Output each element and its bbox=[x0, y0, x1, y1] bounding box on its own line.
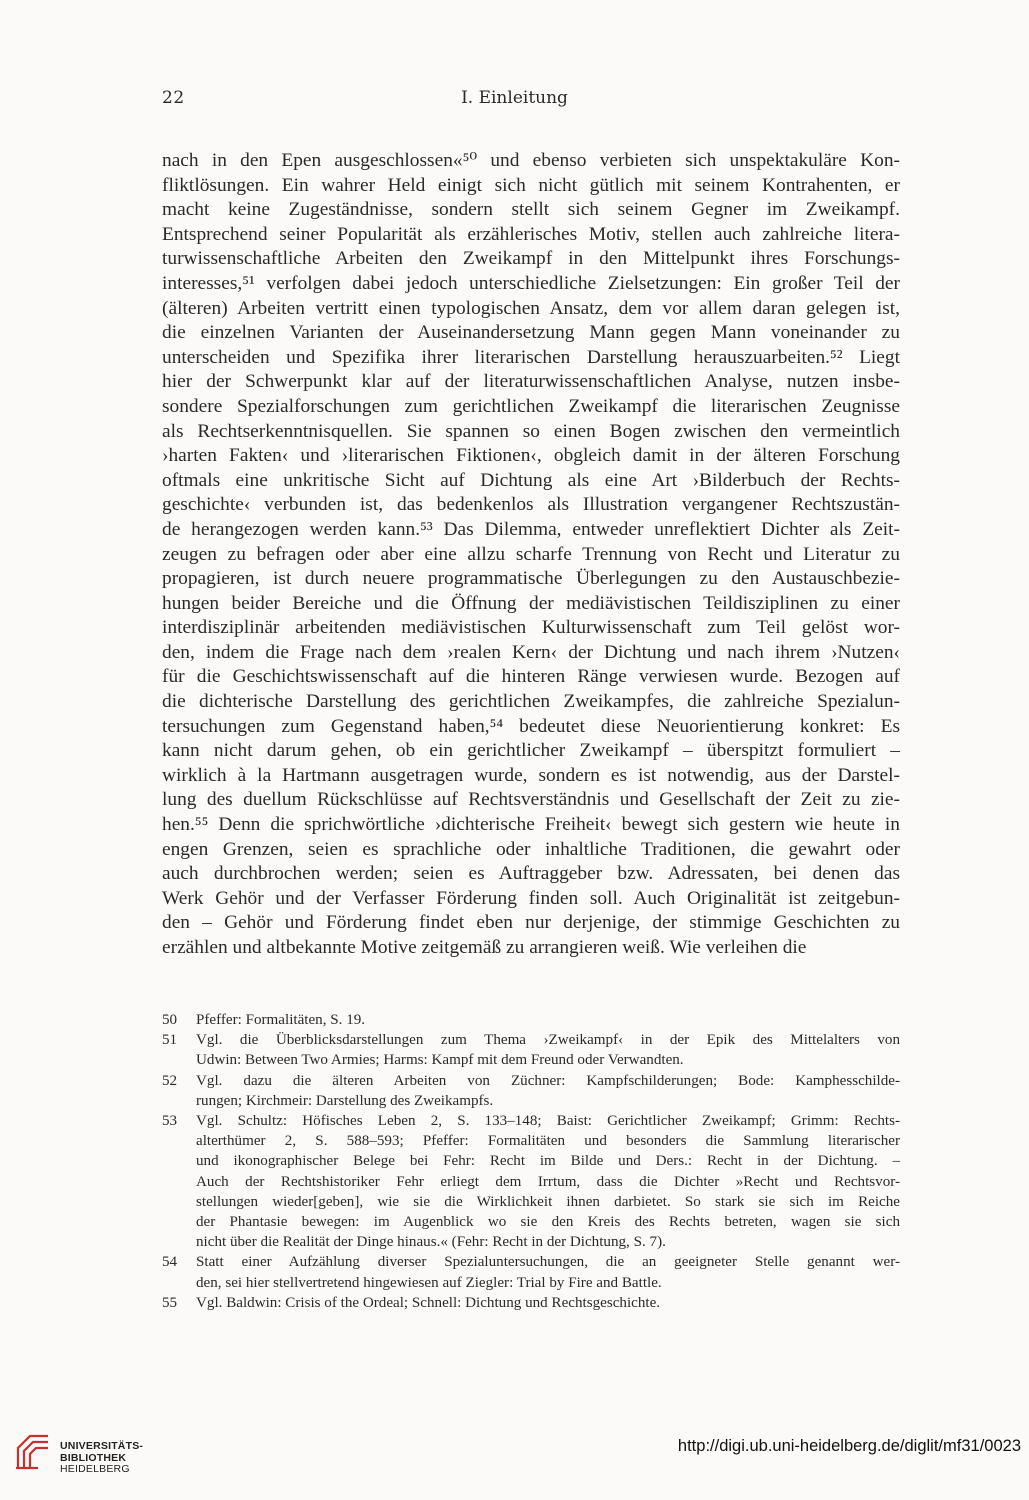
page-number: 22 bbox=[162, 88, 185, 108]
body-line: unterscheiden und Spezifika ihrer literarischen Darstellung herauszuarbeiten.⁵² Liegt bbox=[162, 346, 900, 368]
body-line: fliktlösungen. Ein wahrer Held einigt sich nicht gütlich mit seinem Kontrahenten, er bbox=[162, 174, 900, 196]
footnote bbox=[162, 1010, 900, 1030]
running-title: I. Einleitung bbox=[461, 88, 568, 108]
footnote-number: 51 bbox=[162, 1032, 178, 1049]
body-line: nach in den Epen ausgeschlossen«⁵⁰ und ebenso verbieten sich unspektakuläre Kon- bbox=[162, 150, 900, 171]
body-line: hier der Schwerpunkt klar auf der literaturwissenschaftlichen Analyse, nutzen insbe- bbox=[162, 371, 900, 393]
library-name-line3: HEIDELBERG bbox=[60, 1463, 130, 1475]
footnote-line: und ikonographischer Belege bei Fehr: Recht im Bilde und Ders.: Recht in der Dichtung. – bbox=[196, 1153, 900, 1170]
body-line: hen.⁵⁵ Denn die sprichwörtliche ›dichterische Freiheit‹ bewegt sich gestern wie heute in bbox=[162, 814, 900, 836]
body-line: hungen beider Bereiche und die Öffnung der mediävistischen Teildisziplinen zu einer bbox=[162, 592, 900, 614]
body-line: interdisziplinär arbeitenden mediävistischen Kulturwissenschaft zum Teil gelöst wor- bbox=[162, 617, 900, 639]
body-line: den, indem die Frage nach dem ›realen Kern‹ der Dichtung und nach ihrem ›Nutzen‹ bbox=[162, 641, 900, 663]
footnote-line: Vgl. dazu die älteren Arbeiten von Züchner: Kampfschilderungen; Bode: Kamphesschilde- bbox=[196, 1072, 900, 1089]
footnote bbox=[162, 1111, 900, 1252]
footnote-number: 50 bbox=[162, 1012, 178, 1028]
footnote-number: 52 bbox=[162, 1072, 178, 1089]
footer-bar bbox=[0, 1412, 1029, 1500]
body-text bbox=[162, 149, 900, 961]
body-line: ›harten Fakten‹ und ›literarischen Fiktionen‹, obgleich damit in der älteren Forschung bbox=[162, 445, 900, 467]
body-line: macht keine Zugeständnisse, sondern stellt sich seinem Gegner im Zweikampf. bbox=[162, 199, 900, 221]
footnote-number: 53 bbox=[162, 1113, 178, 1130]
body-line: wirklich à la Hartmann ausgetragen wurde, sondern es ist notwendig, aus der Darstel- bbox=[162, 764, 900, 786]
footnote bbox=[162, 1293, 900, 1313]
footnote-line: Auch der Rechtshistoriker Fehr erliegt dem Irrtum, dass die Dichter »Recht und Rechtsvor- bbox=[196, 1173, 900, 1190]
footnote-line: Udwin: Between Two Armies; Harms: Kampf mit dem Freund oder Verwandten. bbox=[196, 1052, 684, 1069]
footnotes bbox=[162, 1010, 900, 1313]
body-line: zeugen zu befragen oder aber eine allzu scharfe Trennung von Recht und Literatur zu bbox=[162, 543, 900, 565]
body-line: de herangezogen werden kann.⁵³ Das Dilemma, entweder unreflektiert Dichter als Zeit- bbox=[162, 518, 900, 540]
body-line: turwissenschaftliche Arbeiten den Zweikampf in den Mittelpunkt ihres Forschungs- bbox=[162, 248, 900, 270]
footnote-line: Pfeffer: Formalitäten, S. 19. bbox=[196, 1012, 366, 1028]
library-name-line1: UNIVERSITÄTS- bbox=[60, 1440, 144, 1452]
body-line: sondere Spezialforschungen zum gerichtlichen Zweikampf die literarischen Zeugnisse bbox=[162, 395, 900, 417]
body-line: geschichte‹ verbunden ist, das bedenkenlos als Illustration vergangener Rechtszustän- bbox=[162, 494, 900, 516]
footnote bbox=[162, 1252, 900, 1292]
body-line: (älteren) Arbeiten vertritt einen typologischen Ansatz, dem vor allem daran gelegen ist, bbox=[162, 297, 900, 319]
footnote-line: Vgl. Baldwin: Crisis of the Ordeal; Schnell: Dichtung und Rechtsgeschichte. bbox=[196, 1294, 661, 1311]
footnote-line: rungen; Kirchmeir: Darstellung des Zweikampfs. bbox=[196, 1092, 494, 1109]
footnote-line: stellungen wieder[geben], wie sie die Wirklichkeit ihnen darbietet. So stark sie sich im Reiche bbox=[196, 1193, 900, 1210]
body-line: Entsprechend seiner Popularität als erzählerisches Motiv, stellen auch zahlreiche litera- bbox=[162, 223, 900, 245]
footnote-line: Vgl. die Überblicksdarstellungen zum Thema ›Zweikampf‹ in der Epik des Mittelalters von bbox=[196, 1032, 900, 1049]
footnote-line: nicht über die Realität der Dinge hinaus.« (Fehr: Recht in der Dichtung, S. 7). bbox=[196, 1234, 666, 1251]
body-line: als Rechtserkenntnisquellen. Sie spannen so einen Bogen zwischen den vermeintlich bbox=[162, 420, 900, 442]
library-name-line2: BIBLIOTHEK bbox=[60, 1451, 127, 1464]
footnote-line: alterthümer 2, S. 588–593; Pfeffer: Formalitäten und besonders die Sammlung literarischer bbox=[196, 1133, 900, 1150]
body-line: oftmals eine unkritische Sicht auf Dichtung als eine Art ›Bilderbuch der Rechts- bbox=[162, 469, 900, 491]
body-line: lung des duellum Rückschlüsse auf Rechtsverständnis und Gesellschaft der Zeit zu zie- bbox=[162, 789, 900, 811]
body-line: kann nicht darum gehen, ob ein gerichtlicher Zweikampf – überspitzt formuliert – bbox=[162, 740, 900, 762]
body-line: tersuchungen zum Gegenstand haben,⁵⁴ bedeutet diese Neuorientierung konkret: Es bbox=[162, 715, 900, 737]
body-line: für die Geschichtswissenschaft auf die hinteren Ränge verwiesen wurde. Bezogen auf bbox=[162, 666, 900, 688]
footnote-line: den, sei hier stellvertretend hingewiesen auf Ziegler: Trial by Fire and Battle. bbox=[196, 1274, 662, 1291]
body-line: interesses,⁵¹ verfolgen dabei jedoch unterschiedliche Zielsetzungen: Ein großer Teil der bbox=[162, 272, 900, 294]
footnote-number: 54 bbox=[162, 1254, 178, 1271]
footnote-number: 55 bbox=[162, 1294, 178, 1311]
body-line: erzählen und altbekannte Motive zeitgemäß zu arrangieren weiß. Wie verleihen die bbox=[162, 937, 807, 958]
body-line: engen Grenzen, seien es sprachliche oder inhaltliche Traditionen, die gewahrt oder bbox=[162, 838, 900, 860]
footnote-line: Vgl. Schultz: Höfisches Leben 2, S. 133–148; Baist: Gerichtlicher Zweikampf; Grimm: Rechts- bbox=[196, 1113, 900, 1130]
library-logo-icon bbox=[12, 1432, 54, 1472]
source-url-link[interactable]: http://digi.ub.uni-heidelberg.de/diglit/mf31/0023 bbox=[677, 1437, 1021, 1455]
footnote-line: der Phantasie bewegen: im Augenblick wo sie den Kreis des Rechts betreten, wagen sie sich bbox=[196, 1214, 900, 1231]
body-line: die dichterische Darstellung des gerichtlichen Zweikampfes, die zahlreiche Spezialun- bbox=[162, 691, 900, 713]
footnote-line: Statt einer Aufzählung diverser Spezialuntersuchungen, die an geeigneter Stelle genannt wer- bbox=[196, 1254, 900, 1271]
body-line: auch durchbrochen werden; seien es Auftraggeber bzw. Adressaten, bei denen das bbox=[162, 863, 900, 885]
body-line: propagieren, ist durch neuere programmatische Überlegungen zu den Austauschbezie- bbox=[162, 568, 900, 590]
footnote bbox=[162, 1071, 900, 1111]
body-line: Werk Gehör und der Verfasser Förderung finden soll. Auch Originalität ist zeitgebun- bbox=[162, 887, 900, 909]
library-name bbox=[60, 1441, 143, 1476]
body-line: den – Gehör und Förderung findet eben nur derjenige, der stimmige Geschichten zu bbox=[162, 912, 900, 934]
body-line: die einzelnen Varianten der Auseinandersetzung Mann gegen Mann voneinander zu bbox=[162, 322, 900, 344]
footnote bbox=[162, 1030, 900, 1070]
